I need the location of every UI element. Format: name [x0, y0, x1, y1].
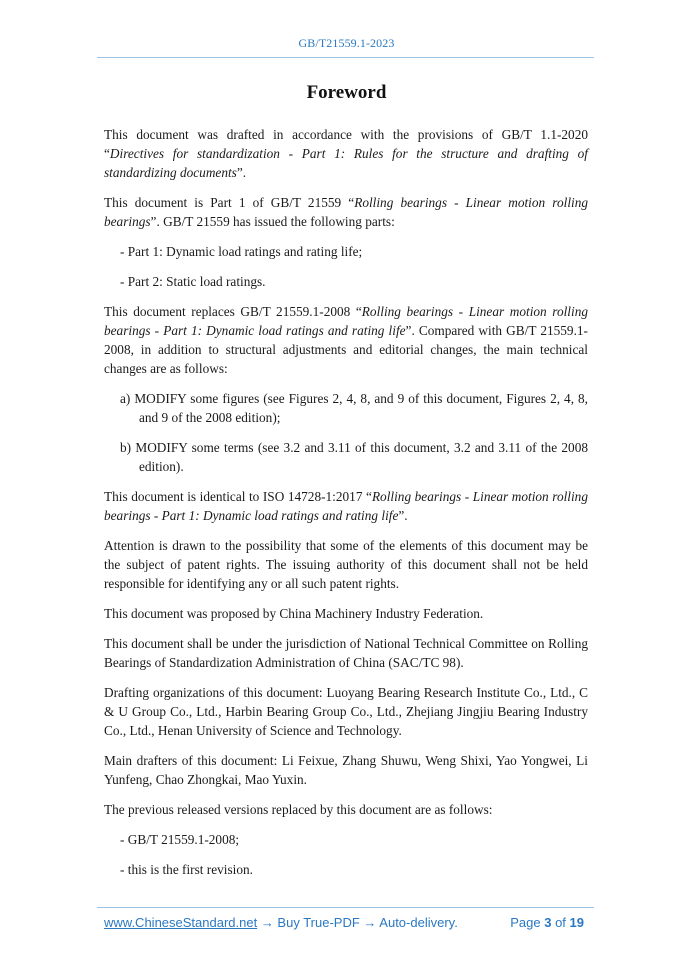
foreword-body [104, 125, 588, 890]
current-page-number: 3 [544, 915, 552, 930]
page-title: Foreword [306, 82, 387, 103]
drafting-organizations-paragraph: Drafting organizations of this document: Luoyang Bearing Research Institute Co., Ltd., C & U Group Co., Ltd., Harbin Bearing Group Co., Ltd., Zhejiang Jingjiu Bearing Industry Co., Ltd., Henan University of Science and Technology. [104, 685, 588, 738]
part-info-paragraph: This document is Part 1 of GB/T 21559 “Rolling bearings - Linear motion rolling bearings”. GB/T 21559 has issued the following parts: [104, 195, 588, 229]
total-pages: 19 [569, 915, 584, 930]
proposer-paragraph: This document was proposed by China Machinery Industry Federation. [104, 606, 484, 621]
header-divider [97, 57, 594, 58]
list-item: - this is the first revision. [120, 862, 253, 877]
website-link[interactable]: www.ChineseStandard.net [104, 915, 258, 930]
previous-versions-paragraph: The previous released versions replaced by this document are as follows: [104, 802, 493, 817]
jurisdiction-paragraph: This document shall be under the jurisdiction of National Technical Committee on Rolling Bearings of Standardization Administration of China (SAC/TC 98). [104, 636, 588, 670]
list-item: b) MODIFY some terms (see 3.2 and 3.11 of this document, 3.2 and 3.11 of the 2008 edition). [120, 440, 588, 474]
footer-promo-text: → Buy True-PDF → Auto-delivery. [257, 915, 458, 930]
page-footer [104, 915, 584, 933]
list-item: - GB/T 21559.1-2008; [120, 832, 240, 847]
list-item: - Part 2: Static load ratings. [120, 274, 266, 289]
page-indicator: Page 3 of 19 [510, 915, 584, 930]
replacement-paragraph: This document replaces GB/T 21559.1-2008 “Rolling bearings - Linear motion rolling bearings - Part 1: Dynamic load ratings and rating life”. Compared with GB/T 21559.1-2008, in addition to structural adjustments and editorial changes, the main technical changes are as follows: [104, 304, 588, 376]
main-drafters-paragraph: Main drafters of this document: Li Feixue, Zhang Shuwu, Weng Shixi, Yao Yongwei, Li Yunfeng, Chao Zhongkai, Mao Yuxin. [104, 753, 588, 787]
identical-standard-paragraph: This document is identical to ISO 14728-1:2017 “Rolling bearings - Linear motion rolling bearings - Part 1: Dynamic load ratings and rating life”. [104, 489, 588, 523]
patent-notice-paragraph: Attention is drawn to the possibility that some of the elements of this document may be the subject of patent rights. The issuing authority of this document shall not be held responsible for identifying any or all such patent rights. [104, 538, 588, 591]
drafting-provisions-paragraph: This document was drafted in accordance with the provisions of GB/T 1.1-2020 “Directives for standardization - Part 1: Rules for the structure and drafting of standardizing documents”. [104, 127, 588, 180]
document-code-header: GB/T21559.1-2023 [298, 36, 395, 50]
footer-divider [97, 907, 594, 908]
list-item: a) MODIFY some figures (see Figures 2, 4, 8, and 9 of this document, Figures 2, 4, 8, and 9 of the 2008 edition); [120, 391, 588, 425]
list-item: - Part 1: Dynamic load ratings and rating life; [120, 244, 363, 259]
footer-promo [104, 915, 458, 930]
